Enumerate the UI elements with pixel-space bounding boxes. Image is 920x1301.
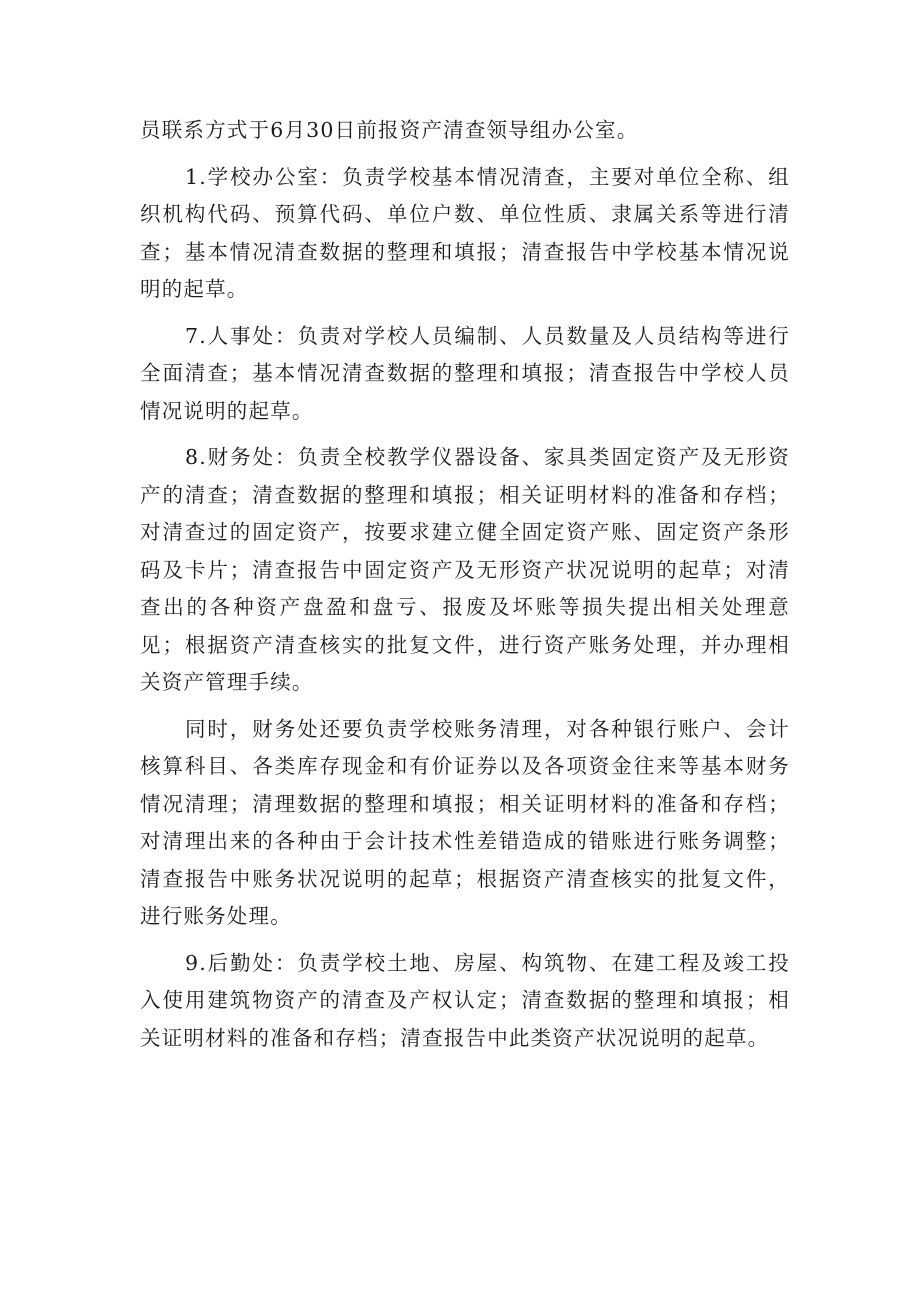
paragraph-finance-accounts: 同时，财务处还要负责学校账务清理，对各种银行账户、会计核算科目、各类库存现金和有价证券以及各项资金往来等基本财务情况清理；清理数据的整理和填报；相关证明材料的准备和存档；对清理出来的各种由于会计技术性差错造成的错账进行账务调整；清查报告中账务状况说明的起草；根据资产清查核实的批复文件，进行账务处理。 <box>140 716 790 928</box>
paragraph-school-office: 1.学校办公室：负责学校基本情况清查，主要对单位全称、组织机构代码、预算代码、单位户数、单位性质、隶属关系等进行清查；基本情况清查数据的整理和填报；清查报告中学校基本情况说明的起草。 <box>140 164 790 301</box>
paragraph-contact-deadline: 员联系方式于6月30日前报资产清查领导组办公室。 <box>140 118 639 142</box>
paragraph-personnel-office: 7.人事处：负责对学校人员编制、人员数量及人员结构等进行全面清查；基本情况清查数据的整理和填报；清查报告中学校人员情况说明的起草。 <box>140 323 790 423</box>
paragraph-finance-office: 8.财务处：负责全校教学仪器设备、家具类固定资产及无形资产的清查；清查数据的整理和填报；相关证明材料的准备和存档；对清查过的固定资产，按要求建立健全固定资产账、固定资产条形码及卡片；清查报告中固定资产及无形资产状况说明的起草；对清查出的各种资产盘盈和盘亏、报废及坏账等损失提出相关处理意见；根据资产清查核实的批复文件，进行资产账务处理，并办理相关资产管理手续。 <box>140 445 790 694</box>
document-body <box>140 112 790 1057</box>
paragraph-logistics-office: 9.后勤处：负责学校土地、房屋、构筑物、在建工程及竣工投入使用建筑物资产的清查及产权认定；清查数据的整理和填报；相关证明材料的准备和存档；清查报告中此类资产状况说明的起草。 <box>140 950 790 1050</box>
